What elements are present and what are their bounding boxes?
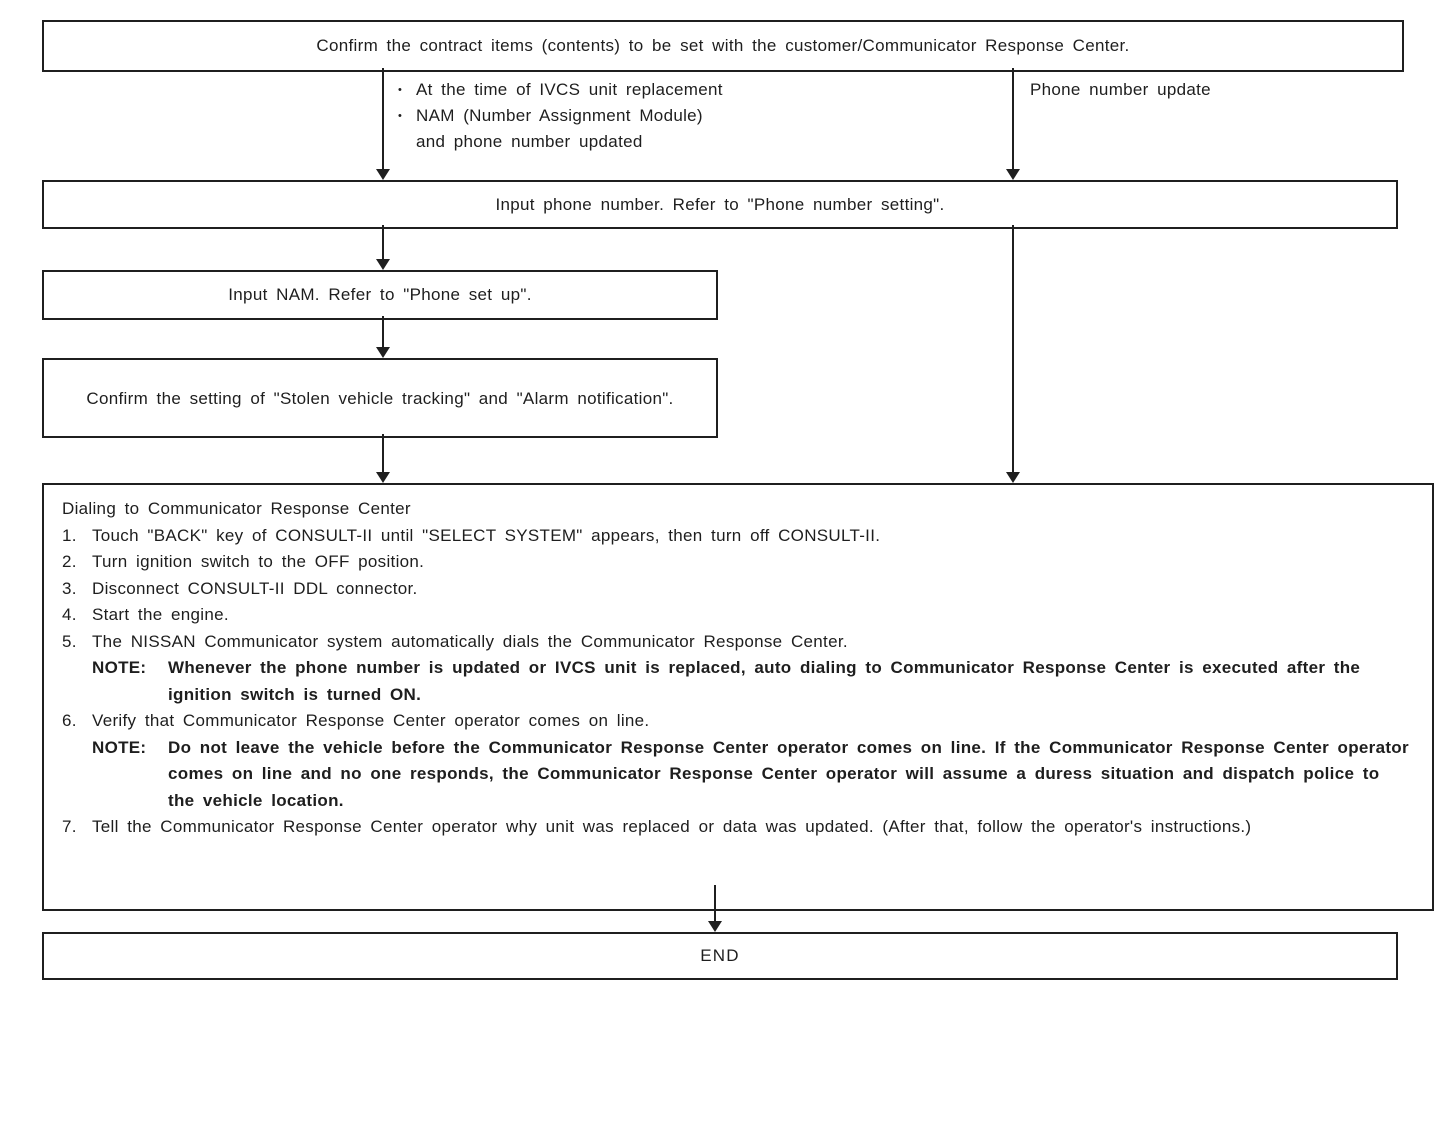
dialing-step-7 — [62, 814, 1414, 841]
step-text: The NISSAN Communicator system automatically dials the Communicator Response Center. — [92, 631, 848, 651]
step-number: 3. — [62, 578, 77, 598]
dialing-title: Dialing to Communicator Response Center — [62, 499, 411, 518]
confirm-contract-text: Confirm the contract items (contents) to be set with the customer/Communicator Response Center. — [316, 36, 1130, 55]
left-branch-row-1 — [398, 77, 818, 103]
step-number: 6. — [62, 711, 77, 730]
note-label: NOTE: — [92, 658, 147, 677]
left-branch-row-2 — [398, 103, 818, 129]
left-branch-label — [398, 77, 818, 155]
dialing-step-2 — [62, 549, 1414, 576]
right-branch-label — [1030, 77, 1211, 103]
note-text: Do not leave the vehicle before the Communicator Response Center operator comes on line. If the Communicator Response Center operator comes on line and no one responds, the Communicator Response Center operator will assume a duress situation and dispatch police to the vehicle location. — [168, 737, 1409, 810]
step-text: Touch "BACK" key of CONSULT-II until "SELECT SYSTEM" appears, then turn off CONSULT-II. — [92, 525, 881, 545]
arrowhead-end — [708, 921, 722, 932]
dialing-step-5-note — [92, 655, 1414, 708]
step-number: 7. — [62, 817, 77, 836]
input-nam-text: Input NAM. Refer to "Phone set up". — [228, 285, 532, 304]
confirm-tracking-text: Confirm the setting of "Stolen vehicle tracking" and "Alarm notification". — [86, 388, 674, 408]
connector-left-top — [382, 68, 384, 169]
connector-left-3 — [382, 316, 384, 347]
confirm-tracking-box — [42, 358, 718, 438]
step-text: Turn ignition switch to the OFF position. — [92, 552, 425, 571]
step-text: Start the engine. — [92, 605, 229, 624]
dialing-step-1 — [62, 523, 1414, 550]
right-branch-text: Phone number update — [1030, 80, 1211, 99]
step-text: Tell the Communicator Response Center operator why unit was replaced or data was updated. (After that, follow the operator's instructions.) — [92, 817, 1252, 836]
step-number: 4. — [62, 605, 77, 624]
arrowhead-left-2 — [376, 259, 390, 270]
dialing-step-5 — [62, 629, 1414, 656]
left-branch-line-3: and phone number updated — [416, 132, 643, 151]
dialing-step-6 — [62, 708, 1414, 735]
left-branch-line-2: NAM (Number Assignment Module) — [416, 106, 703, 125]
arrowhead-left-3 — [376, 347, 390, 358]
bullet-icon: • — [398, 84, 403, 96]
connector-end — [714, 885, 716, 921]
dialing-box — [42, 483, 1434, 911]
input-phone-text: Input phone number. Refer to "Phone number setting". — [495, 194, 945, 214]
connector-left-4 — [382, 434, 384, 472]
dialing-step-3 — [62, 576, 1414, 603]
dialing-step-4 — [62, 602, 1414, 629]
note-label: NOTE: — [92, 737, 147, 757]
connector-right-top — [1012, 68, 1014, 169]
left-branch-line-1: At the time of IVCS unit replacement — [416, 80, 723, 99]
step-text: Disconnect CONSULT-II DDL connector. — [92, 578, 418, 598]
bullet-spacer — [398, 129, 416, 155]
bullet-icon: • — [398, 110, 403, 122]
confirm-contract-box — [42, 20, 1404, 72]
arrowhead-right-2 — [1006, 472, 1020, 483]
step-text: Verify that Communicator Response Center operator comes on line. — [92, 711, 650, 730]
left-branch-row-3 — [398, 129, 818, 155]
step-number: 5. — [62, 631, 77, 651]
connector-left-2 — [382, 225, 384, 259]
note-text: Whenever the phone number is updated or IVCS unit is replaced, auto dialing to Communicator Response Center is executed after the ignition switch is turned ON. — [168, 658, 1361, 704]
connector-right-2 — [1012, 225, 1014, 472]
arrowhead-left-top — [376, 169, 390, 180]
dialing-step-6-note — [92, 735, 1414, 815]
arrowhead-right-top — [1006, 169, 1020, 180]
arrowhead-left-4 — [376, 472, 390, 483]
end-text: END — [700, 946, 740, 965]
end-box — [42, 932, 1398, 980]
step-number: 2. — [62, 552, 77, 571]
step-number: 1. — [62, 525, 77, 545]
input-phone-box — [42, 180, 1398, 229]
input-nam-box — [42, 270, 718, 320]
